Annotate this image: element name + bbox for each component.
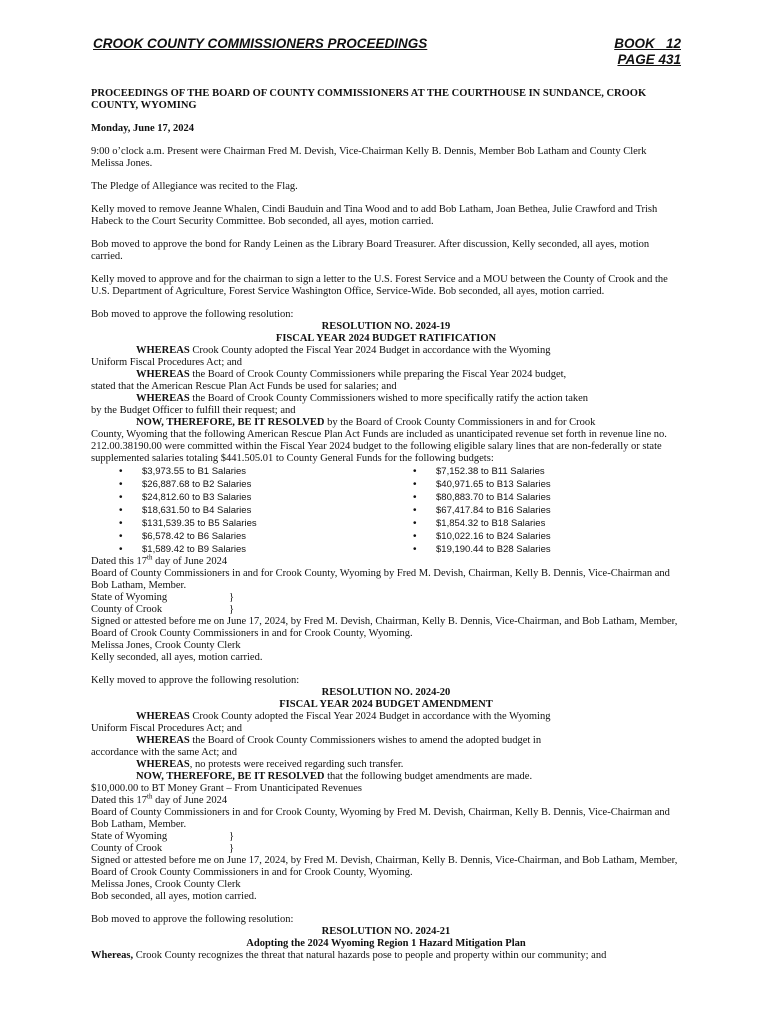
list-item: • $1,589.42 to B9 Salaries (119, 543, 385, 556)
meeting-date: Monday, June 17, 2024 (91, 123, 194, 134)
whereas-keyword: WHEREAS (136, 759, 190, 770)
motion-vote: Kelly seconded, all ayes, motion carried. (91, 652, 263, 663)
resolution-2024-21 (91, 914, 681, 962)
proceedings-heading: PROCEEDINGS OF THE BOARD OF COUNTY COMMISSIONERS AT THE COURTHOUSE IN SUNDANCE, CROOK COUNTY, WYOMING (91, 88, 647, 111)
whereas-clause: WHEREAS the Board of Crook County Commissioners wished to more specifically ratify the action taken (136, 393, 589, 404)
resolution-intro: Bob moved to approve the following resolution: (91, 914, 294, 925)
whereas-keyword: WHEREAS (136, 345, 190, 356)
whereas-clause-cont: stated that the American Rescue Plan Act Funds be used for salaries; and (91, 381, 397, 392)
whereas-keyword: WHEREAS (136, 393, 190, 404)
document-page (91, 36, 681, 962)
whereas-clause: WHEREAS the Board of Crook County Commissioners while preparing the Fiscal Year 2024 budget, (136, 369, 567, 380)
resolution-2024-20 (91, 675, 681, 903)
state-line: State of Wyoming } (91, 592, 235, 603)
dated-line: Dated this 17th day of June 2024 (91, 553, 228, 567)
state-line: State of Wyoming } (91, 831, 235, 842)
whereas-clause: Whereas, Crook County recognizes the threat that natural hazards pose to people and property within our community; and (91, 950, 607, 961)
resolution-title: Adopting the 2024 Wyoming Region 1 Hazard Mitigation Plan (246, 938, 526, 949)
attestation: Signed or attested before me on June 17, 2024, by Fred M. Devish, Chairman, Kelly B. Dennis, Vice-Chairman, and Bob Latham, Member, Board of Crook County Commissioners in and for Crook County, Wyoming. (91, 855, 678, 878)
list-item: • $18,631.50 to B4 Salaries (119, 504, 385, 517)
resolved-clause: NOW, THEREFORE, BE IT RESOLVED by the Board of Crook County Commissioners in and for Crook (136, 417, 596, 428)
county-line: County of Crook } (91, 604, 235, 615)
whereas-clause-cont: accordance with the same Act; and (91, 747, 238, 758)
whereas-clause-cont: by the Budget Officer to fulfill their request; and (91, 405, 296, 416)
whereas-keyword: WHEREAS (136, 711, 190, 722)
list-item: • $26,887.68 to B2 Salaries (119, 478, 385, 491)
list-item: • $10,022.16 to B24 Salaries (413, 530, 551, 543)
list-item: • $24,812.60 to B3 Salaries (119, 491, 385, 504)
attestation: Signed or attested before me on June 17, 2024, by Fred M. Devish, Chairman, Kelly B. Dennis, Vice-Chairman, and Bob Latham, Member, Board of Crook County Commissioners in and for Crook County, Wyoming. (91, 616, 678, 639)
court-security-paragraph: Kelly moved to remove Jeanne Whalen, Cindi Bauduin and Tina Wood and to add Bob Latham, Joan Bethea, Julie Crawford and Trish Habeck to the Court Security Committee. Bob seconded, all ayes, motion carried. (91, 204, 658, 227)
dated-line: Dated this 17th day of June 2024 (91, 792, 228, 806)
resolution-intro: Bob moved to approve the following resolution: (91, 309, 294, 320)
motion-vote: Bob seconded, all ayes, motion carried. (91, 891, 257, 902)
whereas-clause: WHEREAS the Board of Crook County Commissioners wishes to amend the adopted budget in (136, 735, 542, 746)
whereas-clause-cont: Uniform Fiscal Procedures Act; and (91, 723, 243, 734)
list-item: • $1,854.32 to B18 Salaries (413, 517, 551, 530)
resolved-keyword: NOW, THEREFORE, BE IT RESOLVED (136, 771, 325, 782)
list-item: • $131,539.35 to B5 Salaries (119, 517, 385, 530)
salary-list-left (91, 465, 385, 556)
board-signature: Board of County Commissioners in and for Crook County, Wyoming by Fred M. Devish, Chairman, Kelly B. Dennis, Vice-Chairman and Bob Latham, Member. (91, 568, 670, 591)
whereas-clause: WHEREAS Crook County adopted the Fiscal Year 2024 Budget in accordance with the Wyoming (136, 711, 551, 722)
whereas-keyword: WHEREAS (136, 735, 190, 746)
clerk-signature: Melissa Jones, Crook County Clerk (91, 640, 241, 651)
whereas-keyword: Whereas, (91, 950, 134, 961)
resolution-title: FISCAL YEAR 2024 BUDGET RATIFICATION (275, 333, 497, 344)
whereas-clause: WHEREAS, no protests were received regarding such transfer. (136, 759, 404, 770)
resolution-number: RESOLUTION NO. 2024-19 (321, 321, 451, 332)
resolved-clause: NOW, THEREFORE, BE IT RESOLVED that the following budget amendments are made. (136, 771, 533, 782)
salary-list-right (385, 465, 551, 556)
library-bond-paragraph: Bob moved to approve the bond for Randy Leinen as the Library Board Treasurer. After discussion, Kelly seconded, all ayes, motion carried. (91, 239, 650, 262)
board-signature: Board of County Commissioners in and for Crook County, Wyoming by Fred M. Devish, Chairman, Kelly B. Dennis, Vice-Chairman and Bob Latham, Member. (91, 807, 670, 830)
whereas-clause-cont: Uniform Fiscal Procedures Act; and (91, 357, 243, 368)
forest-service-paragraph: Kelly moved to approve and for the chairman to sign a letter to the U.S. Forest Service and a MOU between the County of Crook and the U.S. Department of Agriculture, Forest Service Washington Office, Service-Wide. Bob seconded, all ayes, motion carried. (91, 274, 668, 297)
list-item: • $67,417.84 to B16 Salaries (413, 504, 551, 517)
resolution-title: FISCAL YEAR 2024 BUDGET AMENDMENT (279, 699, 493, 710)
header-book-number: BOOK 12 (614, 36, 681, 51)
list-item: • $40,971.65 to B13 Salaries (413, 478, 551, 491)
header-page-number: PAGE 431 (617, 52, 681, 67)
header-title: CROOK COUNTY COMMISSIONERS PROCEEDINGS (93, 36, 428, 51)
resolved-keyword: NOW, THEREFORE, BE IT RESOLVED (136, 417, 325, 428)
resolution-2024-19 (91, 309, 681, 664)
attendance-paragraph: 9:00 o’clock a.m. Present were Chairman Fred M. Devish, Vice-Chairman Kelly B. Dennis, Member Bob Latham and County Clerk Melissa Jones. (91, 146, 647, 169)
list-item: • $19,190.44 to B28 Salaries (413, 543, 551, 556)
list-item: • $7,152.38 to B11 Salaries (413, 465, 551, 478)
list-item: • $6,578.42 to B6 Salaries (119, 530, 385, 543)
salary-list (91, 465, 681, 556)
county-line: County of Crook } (91, 843, 235, 854)
list-item: • $80,883.70 to B14 Salaries (413, 491, 551, 504)
amendment-amount: $10,000.00 to BT Money Grant – From Unanticipated Revenues (91, 783, 363, 794)
list-item: • $3,973.55 to B1 Salaries (119, 465, 385, 478)
pledge-paragraph: The Pledge of Allegiance was recited to the Flag. (91, 181, 298, 192)
clerk-signature: Melissa Jones, Crook County Clerk (91, 879, 241, 890)
resolution-number: RESOLUTION NO. 2024-20 (321, 687, 451, 698)
resolved-clause-cont: County, Wyoming that the following American Rescue Plan Act Funds are included as unanticipated revenue set forth in revenue line no. 212.00.38190.00 were committed within the Fiscal Year 2024 budget to the following eligible salary lines that are non-federally or state supplemented salaries totaling $441.505.01 to County General Funds for the following budgets: (91, 429, 667, 464)
resolution-intro: Kelly moved to approve the following resolution: (91, 675, 300, 686)
resolution-number: RESOLUTION NO. 2024-21 (321, 926, 451, 937)
whereas-clause: WHEREAS Crook County adopted the Fiscal Year 2024 Budget in accordance with the Wyoming (136, 345, 551, 356)
page-header (91, 36, 681, 66)
whereas-keyword: WHEREAS (136, 369, 190, 380)
